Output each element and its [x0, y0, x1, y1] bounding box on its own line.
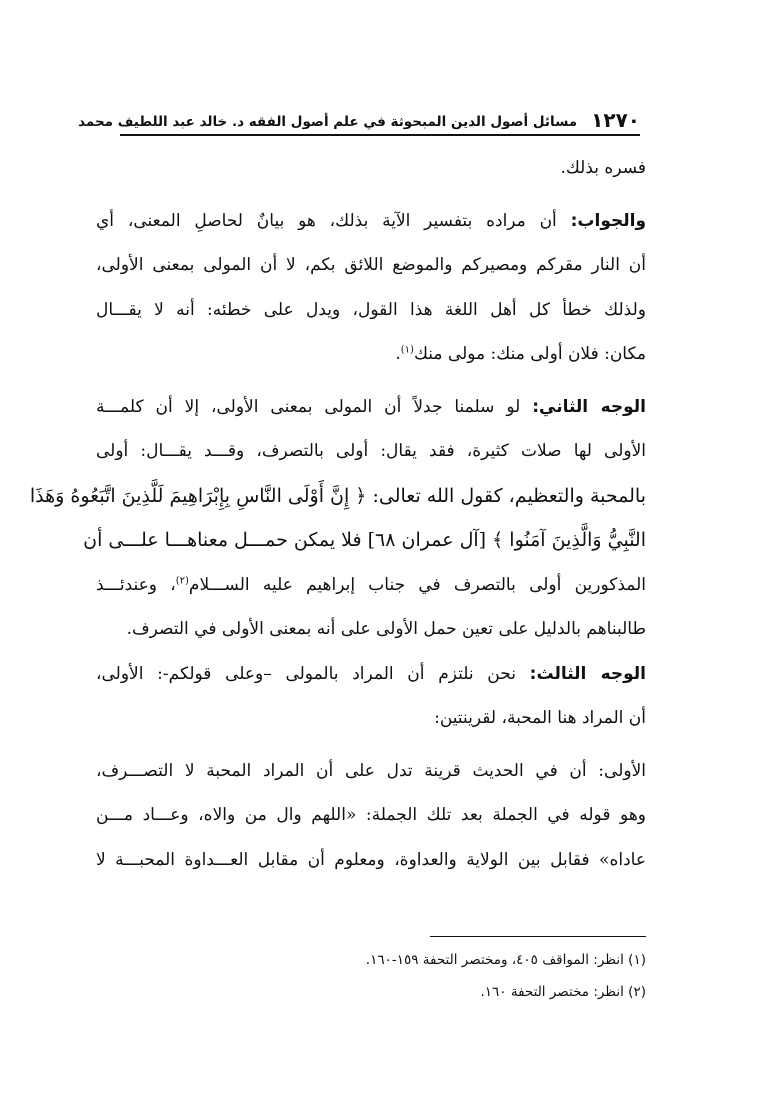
text-line: أن المراد هنا المحبة، لقرينتين: — [434, 708, 646, 728]
text-line: أن النار مقركم ومصيركم والموضع اللائق بكم، لا أن المولى بمعنى الأولى، — [96, 255, 646, 275]
text-line: مكان: فلان أولى منك: مولى منك$^{(١)}$. — [395, 344, 646, 364]
footnote: (٢) انظر: مختصر التحفة ١٦٠. — [480, 984, 646, 1000]
text-line: الأولى: أن في الحديث قرينة تدل على أن المراد المحبة لا التصـــرف، — [96, 760, 646, 781]
footnote-ref: (١) — [400, 344, 414, 356]
text-line: ولذلك خطأ كل أهل اللغة هذا القول، ويدل على خطئه: أنه لا يقـــال — [96, 299, 646, 320]
text-line: الأولى لها صلات كثيرة، فقد يقال: أولى بالتصرف، وقـــد يقـــال: أولى — [96, 441, 646, 461]
running-title: مسائل أصول الدين المبحوثة في علم أصول الفقه د. خالد عبد اللطيف محمد — [78, 114, 578, 130]
header-rule — [120, 134, 640, 136]
text-line: الوجه الثالث: نحن نلتزم أن المراد بالمولى –وعلى قولكم-: الأولى، — [96, 663, 647, 684]
running-header — [78, 104, 640, 132]
text-line: المذكورين أولى بالتصرف في جناب إبراهيم عليه الســـلام$^{(٢)}$، وعندئـــذ — [96, 574, 646, 595]
text-line: عاداه» فقابل بين الولاية والعداوة، ومعلوم أن مقابل العـــداوة المحبـــة لا — [96, 849, 646, 870]
page-number: ١٢٧٠ — [591, 108, 640, 132]
paragraph-label: والجواب: — [570, 210, 647, 231]
text-line: والجواب: أن مراده بتفسير الآية بذلك، هو بيانٌ لحاصلِ المعنى، أي — [96, 210, 647, 231]
quran-verse-line: بالمحبة والتعظيم، كقول الله تعالى: ﴿ إِنَّ أَوْلَى النَّاسِ بِإِبْرَاهِيمَ لَلَّذِينَ اتَّبَعُوهُ وَهَذَا — [29, 484, 646, 507]
quran-verse-line: النَّبِيُّ وَالَّذِينَ آمَنُوا ﴾ [آل عمران ٦٨] فلا يمكن حمـــل معناهـــا علـــى أن — [83, 529, 646, 551]
footnote-rule — [430, 936, 646, 937]
footnote: (١) انظر: المواقف ٤٠٥، ومختصر التحفة ١٥٩-١٦٠. — [365, 952, 646, 968]
text-line: الوجه الثاني: لو سلمنا جدلاً أن المولى بمعنى الأولى، إلا أن كلمـــة — [96, 396, 647, 417]
paragraph-label: الوجه الثالث: — [529, 663, 647, 684]
body-text — [29, 146, 647, 882]
footnote-ref: (٢) — [175, 574, 189, 586]
text-line: فسره بذلك. — [560, 158, 646, 178]
text-line: وهو قوله في الجملة بعد تلك الجملة: «اللهم وال من والاه، وعـــاد مـــن — [96, 805, 646, 825]
footnotes — [96, 944, 646, 1008]
paragraph-label: الوجه الثاني: — [532, 396, 647, 417]
text-line: طالبناهم بالدليل على تعين حمل الأولى على أنه بمعنى الأولى في التصرف. — [126, 619, 646, 639]
